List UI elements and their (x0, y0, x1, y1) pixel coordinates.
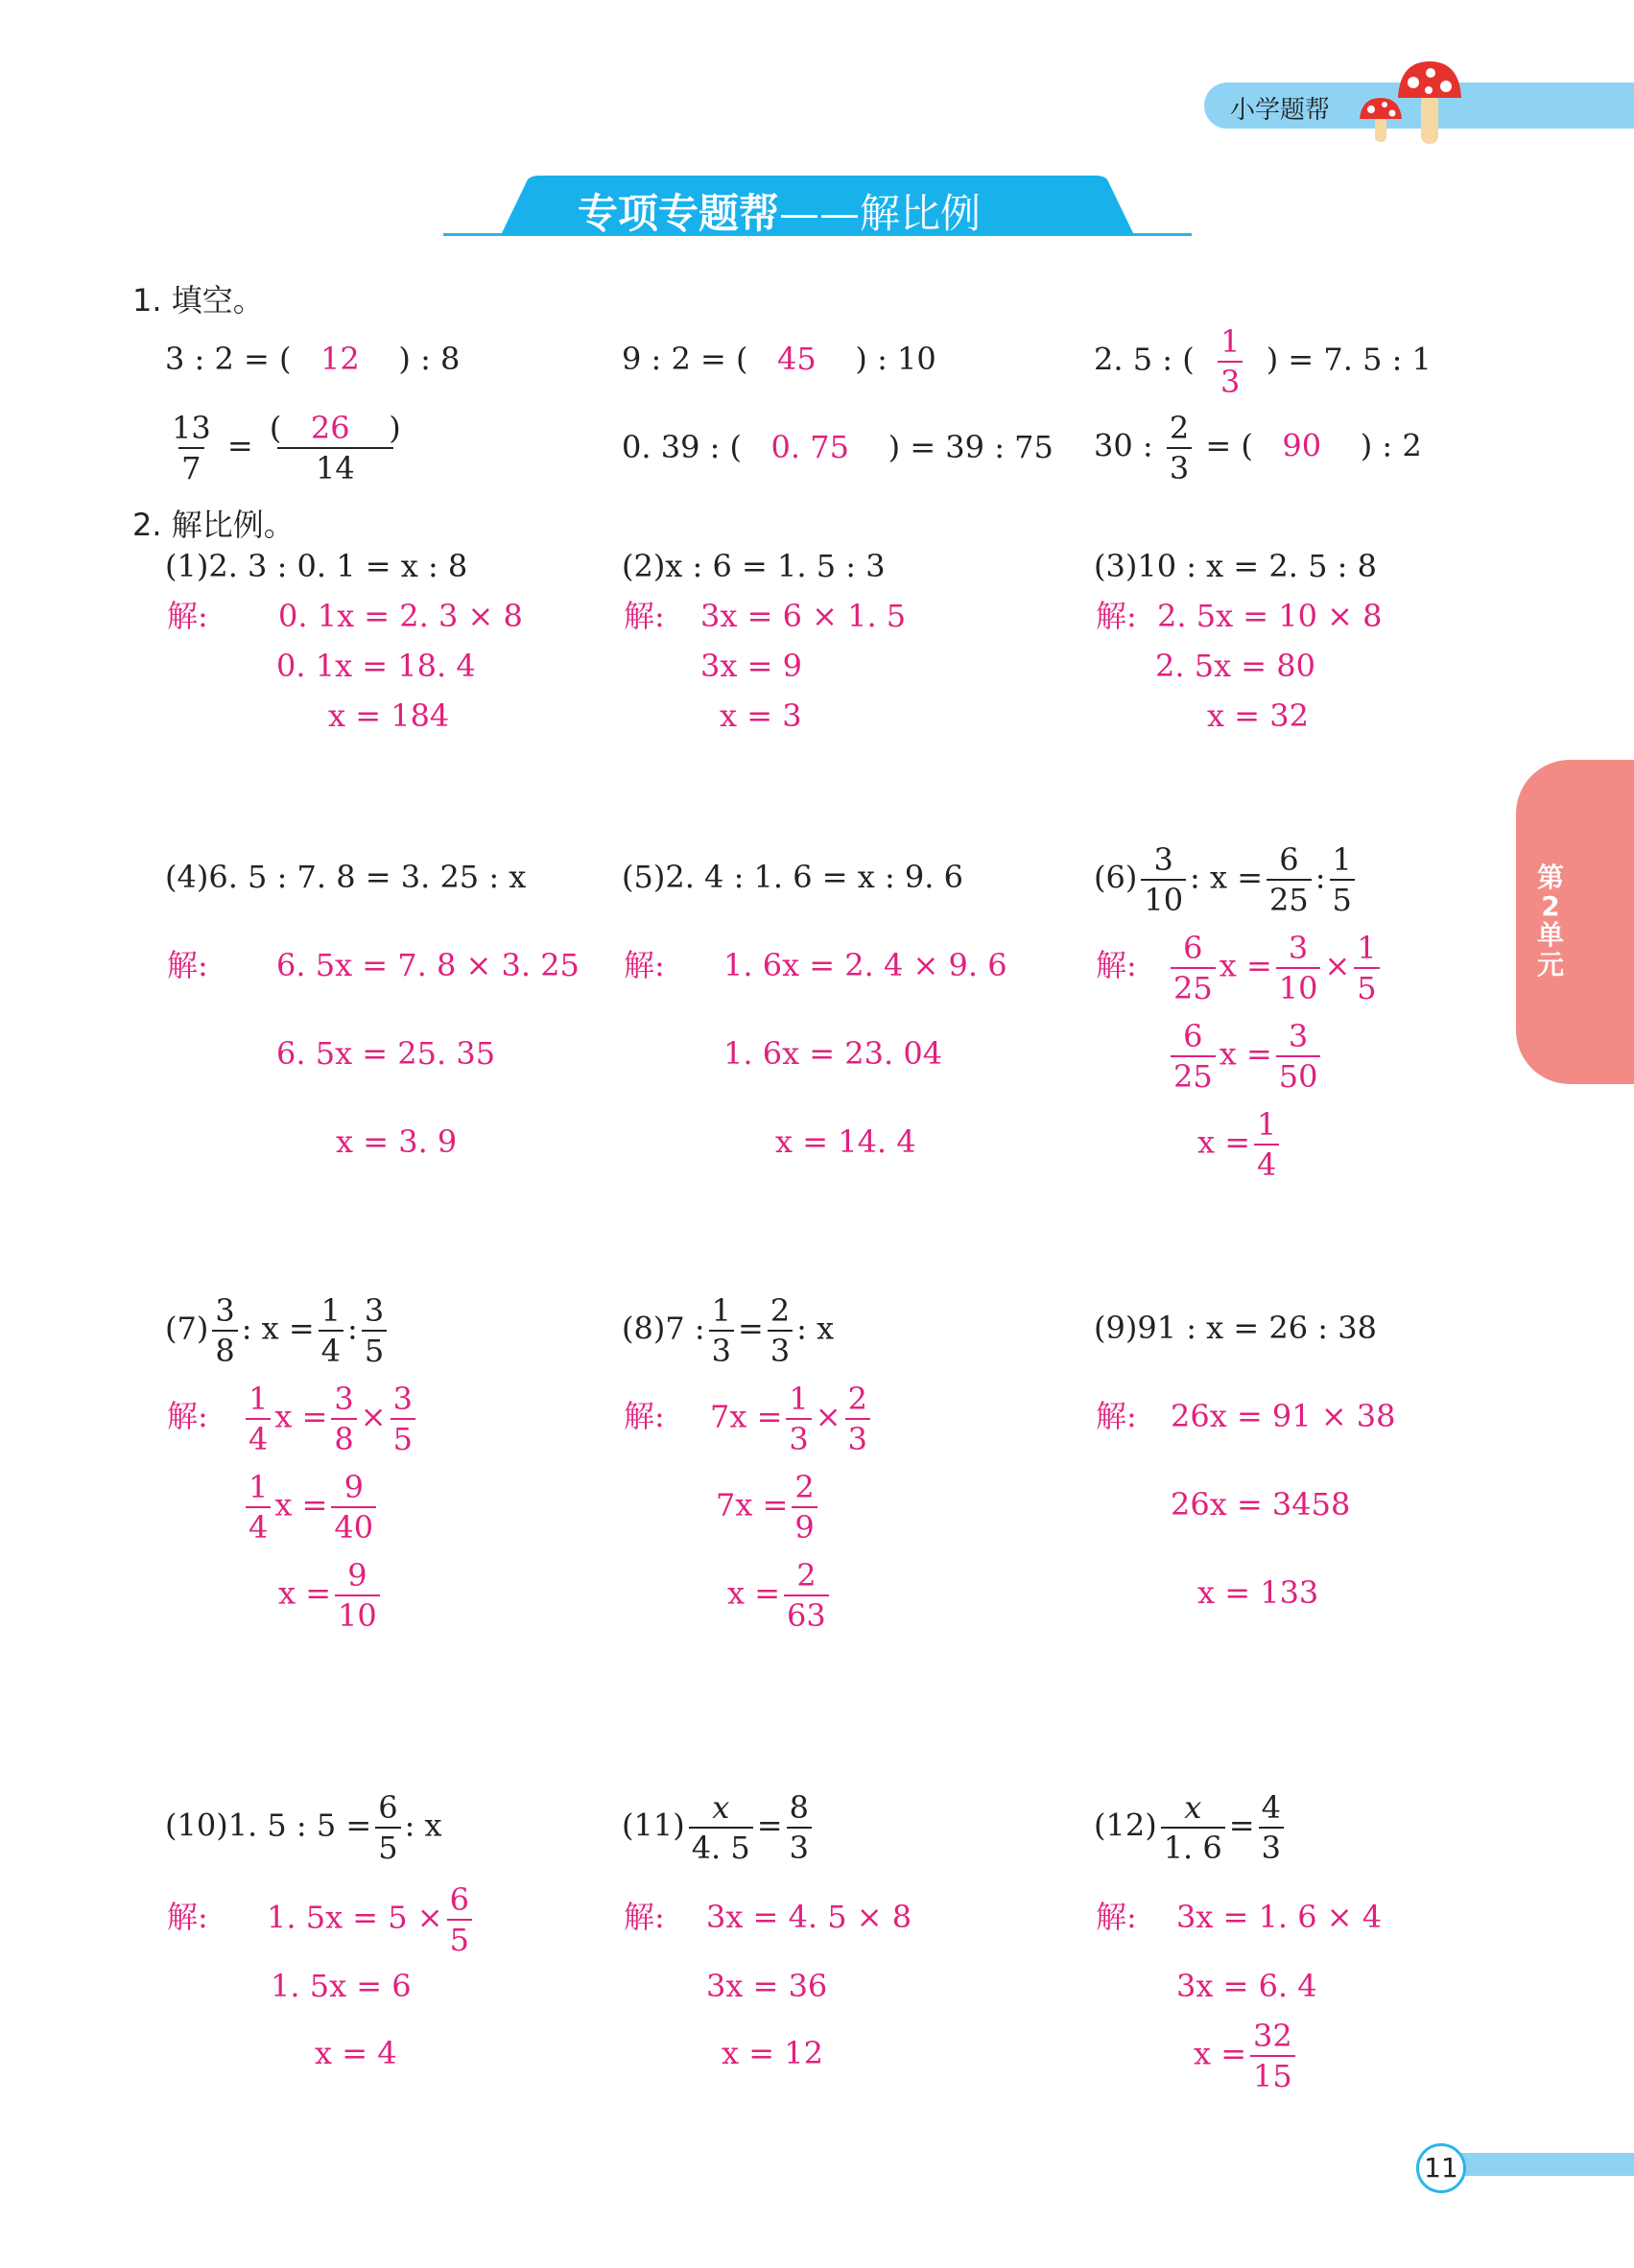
problem-5-step-3: x = 14. 4 (775, 1123, 916, 1160)
section2-heading: 2. 解比例。 (132, 507, 295, 543)
problem-9-step-2: 26x = 3458 (1171, 1486, 1351, 1523)
problem-2-step-1: 3x = 6 × 1. 5 (700, 598, 907, 634)
problem-1-step-1: 0. 1x = 2. 3 × 8 (278, 598, 523, 634)
problem-4-step-2: 6. 5x = 25. 35 (276, 1035, 496, 1072)
fill-r2c1: $\frac{13}{7}$ = $\frac{( 26 )}{14}$ (172, 410, 401, 486)
problem-3-step-3: x = 32 (1207, 697, 1309, 734)
problem-4-step-1: 6. 5x = 7. 8 × 3. 25 (276, 947, 580, 983)
problem-3-step-1: 2. 5x = 10 × 8 (1157, 598, 1383, 634)
problem-1-step-2: 0. 1x = 18. 4 (276, 648, 476, 684)
problem-11-step-1: 3x = 4. 5 × 8 (706, 1899, 912, 1935)
problem-7-solve-label: 解: (167, 1398, 208, 1434)
problem-10-step-2: 1. 5x = 6 (271, 1968, 412, 2004)
problem-12-step-3: x = $\frac{32}{15}$ (1194, 2020, 1299, 2091)
mushroom-big-icon (1396, 59, 1463, 146)
problem-12-step-1: 3x = 1. 6 × 4 (1176, 1899, 1383, 1935)
problem-5-question: (5)2. 4 : 1. 6 = x : 9. 6 (622, 859, 963, 895)
problem-7-step-2: $\frac{1}{4}$ x = $\frac{9}{40}$ (242, 1472, 380, 1543)
problem-3-question: (3)10 : x = 2. 5 : 8 (1094, 548, 1377, 584)
problem-1-step-3: x = 184 (328, 697, 450, 734)
problem-8-solve-label: 解: (624, 1398, 665, 1434)
problem-11-step-2: 3x = 36 (706, 1968, 828, 2004)
problem-1-solve-label: 解: (167, 598, 208, 634)
problem-11-question: (11) $\frac{x}{4. 5}$ = $\frac{8}{3}$ (622, 1792, 816, 1863)
problem-9-solve-label: 解: (1096, 1398, 1137, 1434)
problem-3-solve-label: 解: (1096, 598, 1137, 634)
page-number: 11 (1416, 2143, 1466, 2193)
problem-11-step-3: x = 12 (722, 2035, 823, 2071)
problem-10-step-3: x = 4 (315, 2035, 397, 2071)
problem-1-question: (1)2. 3 : 0. 1 = x : 8 (165, 548, 468, 584)
problem-10-question: (10)1. 5 : 5 = $\frac{6}{5}$ : x (165, 1789, 442, 1866)
problem-12-question: (12) $\frac{x}{1. 6}$ = $\frac{4}{3}$ (1094, 1792, 1288, 1863)
problem-12-step-2: 3x = 6. 4 (1176, 1968, 1317, 2004)
problem-2-step-2: 3x = 9 (700, 648, 802, 684)
problem-2-question: (2)x : 6 = 1. 5 : 3 (622, 548, 886, 584)
section1-heading: 1. 填空。 (132, 282, 264, 319)
problem-3-step-2: 2. 5x = 80 (1155, 648, 1315, 684)
problem-2-solve-label: 解: (624, 598, 665, 634)
problem-2-step-3: x = 3 (720, 697, 802, 734)
problem-6-step-3: x = $\frac{1}{4}$ (1197, 1109, 1283, 1180)
page-title: 专项专题帮——解比例 (578, 190, 982, 237)
problem-11-solve-label: 解: (624, 1899, 665, 1935)
problem-6-step-2: $\frac{6}{25}$ x = $\frac{3}{50}$ (1167, 1021, 1324, 1092)
problem-4-solve-label: 解: (167, 947, 208, 983)
problem-9-question: (9)91 : x = 26 : 38 (1094, 1310, 1377, 1346)
problem-8-step-1: 7x = $\frac{1}{3}$ × $\frac{2}{3}$ (710, 1383, 874, 1454)
unit-side-tab-label: 第 2 单 元 (1536, 862, 1564, 980)
problem-4-step-3: x = 3. 9 (336, 1123, 458, 1160)
problem-8-question: (8)7 : $\frac{1}{3}$ = $\frac{2}{3}$ : x (622, 1292, 835, 1369)
header-label: 小学题帮 (1230, 96, 1331, 125)
problem-4-question: (4)6. 5 : 7. 8 = 3. 25 : x (165, 859, 527, 895)
problem-5-step-2: 1. 6x = 23. 04 (723, 1035, 943, 1072)
problem-7-question: (7) $\frac{3}{8}$ : x = $\frac{1}{4}$ : $\frac{3}{5}$ (165, 1295, 391, 1366)
problem-7-step-1: $\frac{1}{4}$ x = $\frac{3}{8}$ × $\frac{3}{5}$ (242, 1383, 419, 1454)
problem-5-step-1: 1. 6x = 2. 4 × 9. 6 (723, 947, 1007, 983)
fill-r2c3: 30 : $\frac{2}{3}$ = ( 90 ) : 2 (1094, 410, 1422, 486)
problem-10-solve-label: 解: (167, 1899, 208, 1935)
problem-6-solve-label: 解: (1096, 947, 1137, 983)
problem-9-step-3: x = 133 (1197, 1574, 1319, 1611)
problem-9-step-1: 26x = 91 × 38 (1171, 1398, 1396, 1434)
fill-r2c2: 0. 39 : ( 0. 75 ) = 39 : 75 (622, 429, 1054, 465)
fill-r1c1: 3 : 2 = ( 12 ) : 8 (165, 341, 461, 377)
fill-r1c3: 2. 5 : ( $\frac{1}{3}$ ) = 7. 5 : 1 (1094, 323, 1432, 400)
problem-8-step-3: x = $\frac{2}{63}$ (727, 1560, 833, 1631)
problem-6-question: (6) $\frac{3}{10}$ : x = $\frac{6}{25}$ : $\frac{1}{5}$ (1094, 844, 1359, 915)
problem-8-step-2: 7x = $\frac{2}{9}$ (716, 1472, 821, 1543)
problem-6-step-1: $\frac{6}{25}$ x = $\frac{3}{10}$ × $\frac{1}{5}$ (1167, 933, 1384, 1004)
fill-r1c2: 9 : 2 = ( 45 ) : 10 (622, 341, 936, 377)
problem-7-step-3: x = $\frac{9}{10}$ (278, 1560, 384, 1631)
problem-10-step-1: 1. 5x = 5 × $\frac{6}{5}$ (267, 1884, 476, 1955)
problem-5-solve-label: 解: (624, 947, 665, 983)
problem-12-solve-label: 解: (1096, 1899, 1137, 1935)
